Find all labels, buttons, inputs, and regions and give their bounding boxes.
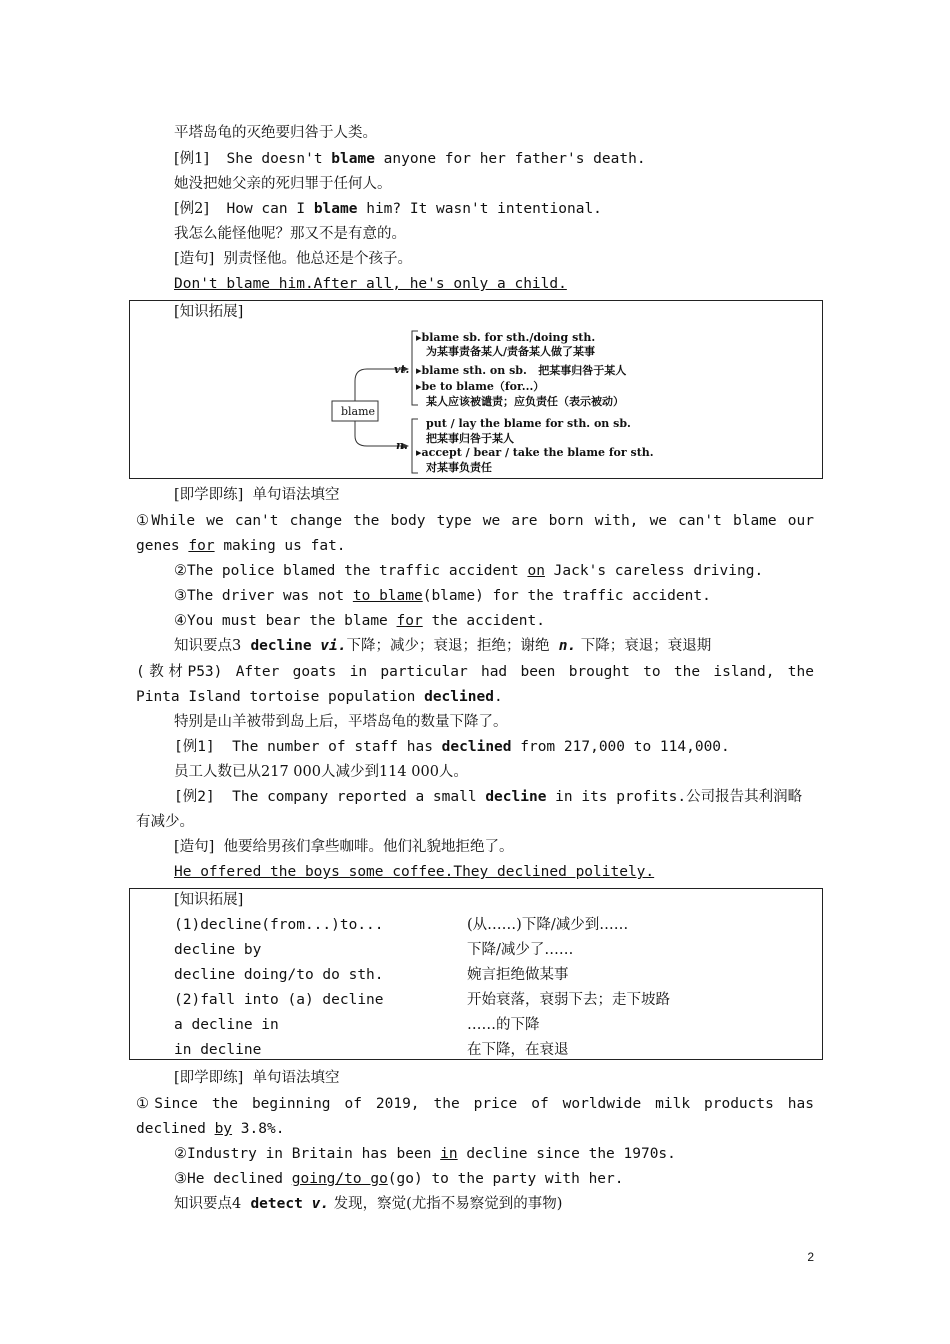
vt-label: vt. (394, 363, 410, 376)
vt-item: ▸blame sth. on sb. 把某事归咎于某人 (416, 364, 627, 377)
decline-textbook-line: (教材P53) After goats in particular had been brought to the island, the (136, 664, 814, 680)
phrase-cn: 下降/减少了…… (467, 942, 574, 958)
phrase-cn: 在下降，在衰退 (467, 1042, 569, 1058)
phrase-en: in decline (174, 1042, 262, 1058)
box-title: [知识拓展] (174, 304, 244, 320)
decline-heading: 知识要点3 decline vi.下降；减少；衰退；拒绝；谢绝 n. 下降；衰退；衰退期 (174, 638, 712, 654)
keyword: decline (485, 789, 547, 805)
blame-practice-q2: ②The police blamed the traffic accident on Jack's careless driving. (174, 563, 764, 579)
keyword: decline (250, 638, 312, 654)
center-label: blame (341, 405, 376, 418)
decline-example-2: [例2] The company reported a small decline in its profits.公司报告其利润略 (174, 789, 803, 805)
blame-example-2-cn: 我怎么能怪他呢？那又不是有意的。 (174, 226, 406, 242)
example-text: anyone for her father's death. (374, 151, 646, 167)
decline-make-sentence: [造句] 他要给男孩们拿些咖啡。他们礼貌地拒绝了。 (174, 839, 514, 855)
phrase-en: (1)decline(from...)to... (174, 917, 384, 933)
blame-practice-q1-cont: genes for making us fat. (136, 538, 346, 554)
keyword: declined (441, 739, 512, 755)
vt-item: ▸blame sb. for sth./doing sth. (416, 331, 596, 344)
make-cn: 别责怪他。他总还是个孩子。 (223, 251, 413, 267)
keyword: detect (250, 1196, 303, 1212)
answer: on (527, 563, 545, 579)
blame-knowledge-box (129, 300, 823, 479)
decline-make-answer: He offered the boys some coffee.They declined politely. (174, 864, 655, 880)
decline-practice-q1-cont: declined by 3.8%. (136, 1121, 285, 1137)
decline-practice-title: [即学即练] 单句语法填空 (174, 1070, 340, 1086)
n-item: 把某事归咎于某人 (426, 432, 514, 445)
vt-item: ▸be to blame（for...） (416, 380, 545, 393)
blame-example-2 (174, 200, 602, 218)
decline-example-2-cont: 有减少。 (136, 814, 194, 830)
blame-example-1-cn: 她没把她父亲的死归罪于任何人。 (174, 176, 392, 192)
answer: by (214, 1121, 233, 1137)
blame-practice-title: [即学即练] 单句语法填空 (174, 487, 340, 503)
decline-practice-q2: ②Industry in Britain has been in decline since the 1970s. (174, 1146, 676, 1162)
n-label: n. (396, 439, 408, 452)
keyword: declined (424, 689, 494, 705)
phrase-en: a decline in (174, 1017, 279, 1033)
phrase-en: (2)fall into (a) decline (174, 992, 384, 1008)
blame-intro: 平塔岛龟的灭绝要归咎于人类。 (174, 125, 377, 141)
pos: vi. (311, 638, 347, 654)
phrase-en: decline doing/to do sth. (174, 967, 384, 983)
blame-make-sentence (174, 250, 412, 268)
decline-example-1-cn: 员工人数已从217 000人减少到114 000人。 (174, 764, 468, 780)
n-item: ▸accept / bear / take the blame for sth. (416, 446, 654, 459)
detect-heading: 知识要点4 detect v. 发现，察觉(尤指不易察觉到的事物) (174, 1196, 563, 1212)
blame-practice-q4: ④You must bear the blame for the accident. (174, 613, 545, 629)
example-text: She doesn't (226, 151, 332, 167)
phrase-cn: 开始衰落，衰弱下去；走下坡路 (467, 992, 670, 1008)
example-tag: [例1] (174, 151, 210, 167)
make-tag: [造句] (174, 251, 215, 267)
blame-example-1 (174, 150, 646, 168)
example-text: him? It wasn't intentional. (357, 201, 602, 217)
phrase-cn: ……的下降 (467, 1017, 540, 1033)
answer: in (440, 1146, 458, 1162)
blame-practice-q3: ③The driver was not to blame(blame) for the traffic accident. (174, 588, 711, 604)
decline-example-1: [例1] The number of staff has declined from 217,000 to 114,000. (174, 739, 730, 755)
decline-practice-q3: ③He declined going/to go(go) to the party with her. (174, 1171, 624, 1187)
phrase-cn: (从……)下降/减少到…… (467, 917, 629, 933)
keyword: blame (331, 151, 375, 167)
pos: v. (302, 1196, 330, 1212)
n-item: 对某事负责任 (426, 461, 492, 474)
decline-textbook-cont: Pinta Island tortoise population declined. (136, 689, 503, 705)
decline-knowledge-box (129, 888, 823, 1060)
vt-item: 为某事责备某人/责备某人做了某事 (426, 345, 596, 358)
blame-make-answer: Don't blame him.After all, he's only a child. (174, 276, 567, 292)
example-tag: [例2] (174, 201, 210, 217)
phrase-cn: 婉言拒绝做某事 (467, 967, 569, 983)
n-branch (355, 421, 402, 446)
pos: n. (558, 638, 577, 654)
vt-item: 某人应该被谴责；应负责任（表示被动） (426, 395, 624, 408)
phrase-en: decline by (174, 942, 262, 958)
example-text: How can I (226, 201, 314, 217)
answer: for (188, 538, 215, 554)
decline-practice-q1: ①Since the beginning of 2019, the price of worldwide milk products has (136, 1096, 814, 1112)
n-item: put / lay the blame for sth. on sb. (426, 417, 631, 430)
page-number: 2 (807, 1250, 814, 1264)
answer: for (396, 613, 423, 629)
answer: going/to go (291, 1171, 388, 1187)
answer: to blame (352, 588, 423, 604)
blame-practice-q1: ①While we can't change the body type we are born with, we can't blame our (136, 513, 814, 529)
keyword: blame (313, 201, 358, 217)
decline-textbook-cn: 特别是山羊被带到岛上后，平塔岛龟的数量下降了。 (174, 714, 508, 730)
box-title: [知识拓展] (174, 892, 244, 908)
